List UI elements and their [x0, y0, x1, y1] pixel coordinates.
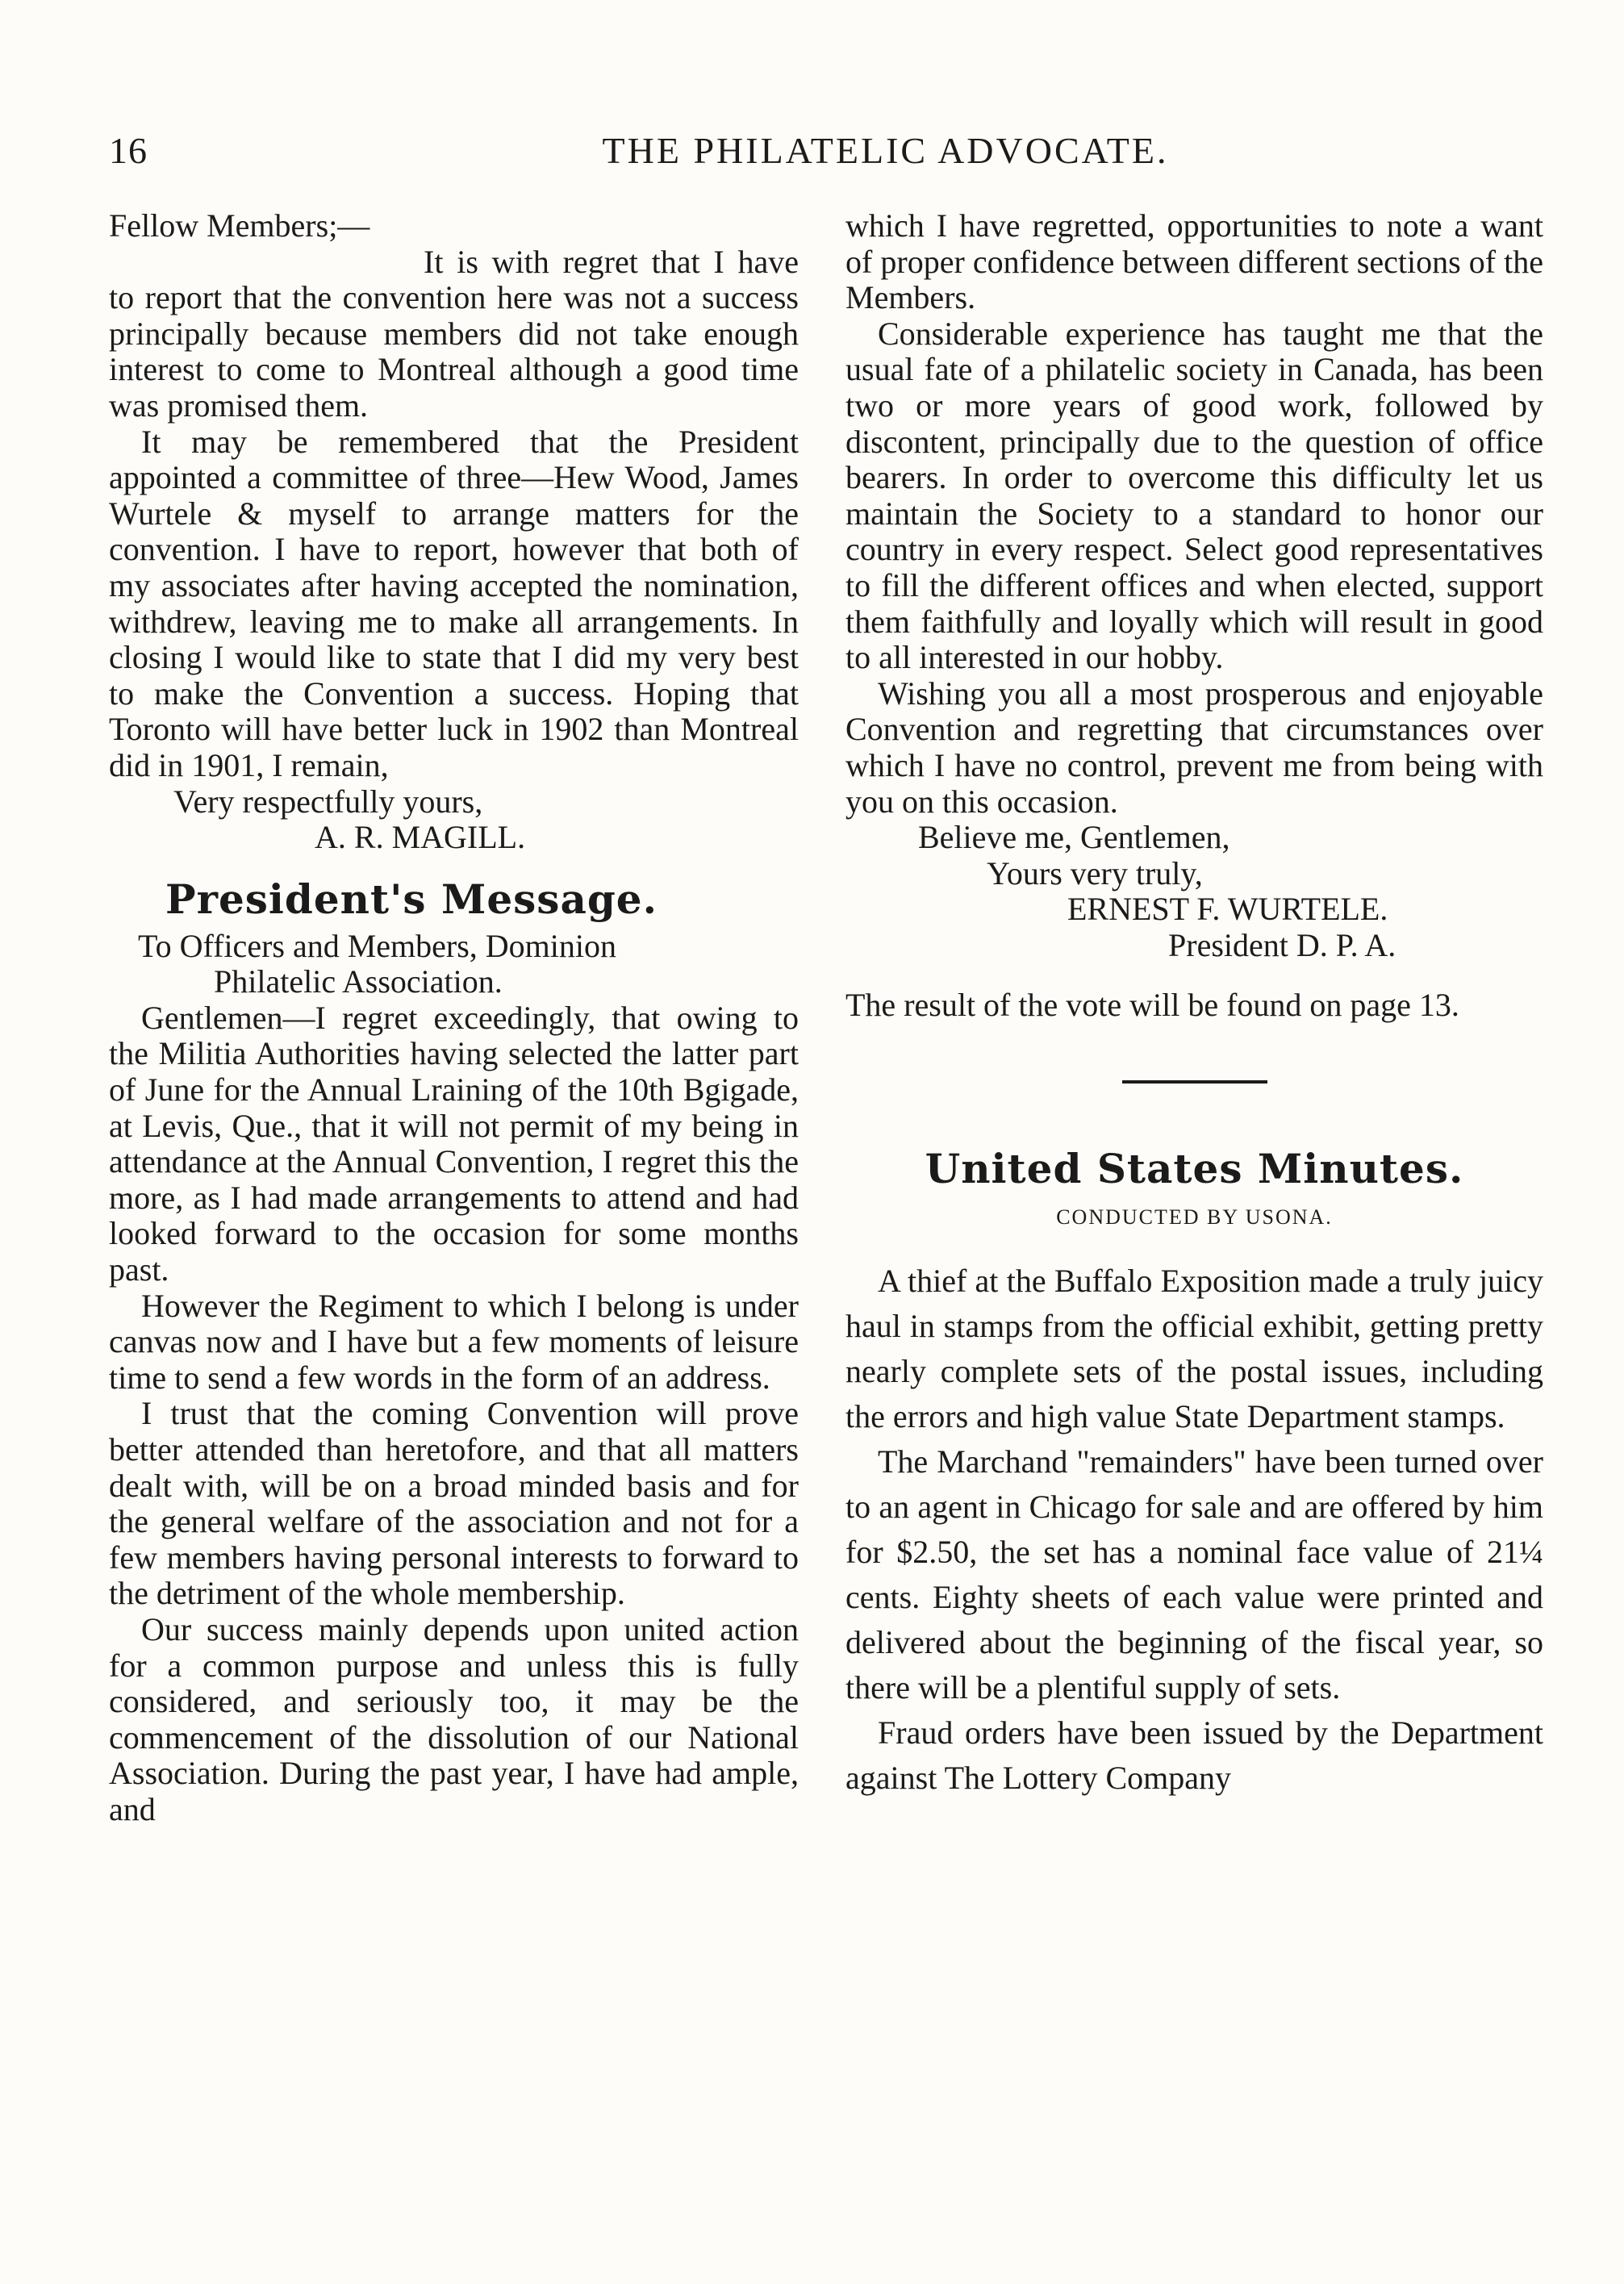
message-paragraph: Gentlemen—I regret exceedingly, that owing to the Militia Authorities having selected the latter part of June for the Annual Lraining of the 10th Bgigade, at Levis, Que., that it will not permit of my being in attendance at the Annual Convention, I regret this the more, as I had made arrangements to attend and had looked forward to the occasion for some months past. [109, 999, 799, 1288]
right-column [845, 208, 1543, 1801]
address-line: To Officers and Members, Dominion [138, 927, 617, 964]
report-paragraph: It is with regret that I have to report that the convention here was not a success principally because members did not take enough interest to come to Montreal although a good time was promised them. [109, 243, 799, 424]
page-number: 16 [109, 130, 148, 171]
message-closing: Yours very truly, [987, 854, 1203, 891]
page-header [109, 129, 1549, 177]
running-head: THE PHILATELIC ADVOCATE. [602, 130, 1169, 171]
presidents-message-heading: President's Message. [165, 875, 658, 923]
message-signature-title: President D. P. A. [1168, 926, 1396, 963]
message-paragraph: I trust that the coming Convention will prove better attended than heretofore, and that all matters dealt with, will be on a broad minded basis and for the general welfare of the association and not for a few members having personal interests to forward to the detriment of the whole membership. [109, 1395, 799, 1612]
report-closing: Very respectfully yours, [173, 783, 483, 820]
report-signature: A. R. MAGILL. [315, 819, 526, 856]
report-salutation: Fellow Members;— [109, 207, 370, 244]
message-paragraph: which I have regretted, opportunities to note a want of proper confidence between different sections of the Members. [845, 207, 1543, 316]
us-minutes-body [845, 1259, 1543, 1801]
left-column [109, 208, 799, 1828]
message-closing: Believe me, Gentlemen, [918, 819, 1230, 856]
us-minutes-heading: United States Minutes. [925, 1145, 1464, 1193]
us-minutes-byline: CONDUCTED BY USONA. [1056, 1205, 1333, 1230]
address-line: Philatelic Association. [214, 963, 503, 1000]
minutes-paragraph: Fraud orders have been issued by the Department against The Lottery Company [845, 1714, 1543, 1796]
report-paragraph: It may be remembered that the President appointed a committee of three—Hew Wood, James Wurtele & myself to arrange matters for the convention. I have to report, however that both of my associates after having accepted the nomination, withdrew, leaving me to make all arrangements. In closing I would like to state that I did my very best to make the Convention a success. Hoping that Toronto will have better luck in 1902 than Montreal did in 1901, I remain, [109, 423, 799, 783]
message-signature: ERNEST F. WURTELE. [1067, 891, 1388, 928]
message-paragraph: Wishing you all a most prosperous and enjoyable Convention and regretting that circumstances over which I have no control, prevent me from being with you on this occasion. [845, 674, 1543, 820]
minutes-paragraph: A thief at the Buffalo Exposition made a truly juicy haul in stamps from the official exhibit, getting pretty nearly complete sets of the postal issues, including the errors and high value State Department stamps. [845, 1262, 1543, 1434]
vote-note: The result of the vote will be found on page 13. [845, 987, 1459, 1024]
section-divider [1122, 1080, 1267, 1084]
message-paragraph: However the Regiment to which I belong is under canvas now and I have but a few moments of leisure time to send a few words in the form of an address. [109, 1287, 799, 1396]
message-paragraph: Our success mainly depends upon united action for a common purpose and unless this is fully considered, and seriously too, it may be the commencement of the dissolution of our National Association. During the past year, I have had ample, and [109, 1610, 799, 1827]
minutes-paragraph: The Marchand "remainders" have been turned over to an agent in Chicago for sale and are offered by him for $2.50, the set has a nominal face value of 21¼ cents. Eighty sheets of each value were printed and delivered about the beginning of the fiscal year, so there will be a plentiful supply of sets. [845, 1443, 1543, 1706]
message-paragraph: Considerable experience has taught me that the usual fate of a philatelic society in Canada, has been two or more years of good work, followed by discontent, principally due to the question of office bearers. In order to overcome this difficulty let us maintain the Society to a standard to honor our country in every respect. Select good representatives to fill the different offices and when elected, support them faithfully and loyally which will result in good to all interested in our hobby. [845, 315, 1543, 676]
